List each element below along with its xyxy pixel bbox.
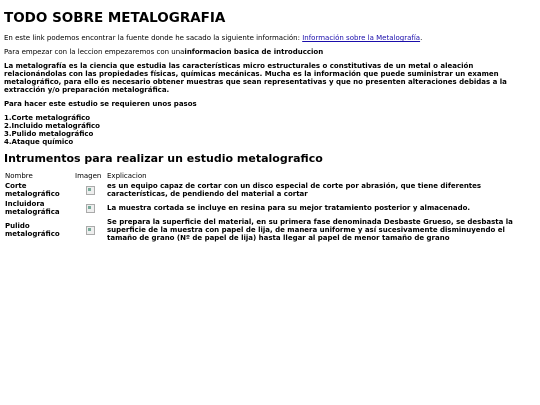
row-name: Corte metalográfico: [5, 182, 60, 198]
broken-image-icon: [86, 226, 95, 235]
table-row: [4, 199, 536, 217]
row-name: Pulido metalográfico: [5, 222, 60, 238]
header-explicacion: Explicacion: [107, 172, 147, 180]
intro-paragraph: [4, 34, 536, 42]
header-nombre: Nombre: [5, 172, 33, 180]
steps-intro: Para hacer este estudio se requieren unos pasos: [4, 100, 197, 108]
row-name: Incluidora metalográfica: [5, 200, 60, 216]
intro-text: En este link podemos encontrar la fuente donde he sacado la siguiente información:: [4, 34, 303, 42]
broken-image-icon: [86, 204, 95, 213]
row-description: es un equipo capaz de cortar con un disco especial de corte por abrasión, que tiene diferentes características, de pendiendo del material a cortar: [107, 182, 482, 198]
start-paragraph: [4, 48, 536, 56]
header-imagen: Imagen: [75, 172, 102, 180]
start-text: Para empezar con la leccion empezaremos con una: [4, 48, 185, 56]
definition-paragraph: La metalografía es la ciencia que estudia las características micro estructurales o constitutivas de un metal o aleación relacionándolas con las propiedades físicas, químicas mecánicas. Mucha es la información que puede suministrar un examen metalográfico, para ello es necesario obtener muestras que sean representativas y que no presenten alteraciones debidas a la extracción y/o preparación metalográfica.: [4, 62, 507, 94]
step-item: 3.Pulido metalográfico: [4, 130, 94, 138]
page-title: TODO SOBRE METALOGRAFIA: [4, 10, 226, 26]
row-description: Se prepara la superficie del material, en su primera fase denominada Desbaste Grueso, se desbasta la superficie de la muestra con papel de lija, de manera uniforme y así sucesivamente disminuyendo el tamaño de grano (Nº de papel de lija) hasta llegar al papel de menor tamaño de grano: [107, 218, 513, 242]
step-item: 1.Corte metalográfico: [4, 114, 91, 122]
instruments-table: [4, 172, 536, 243]
table-row: [4, 181, 536, 199]
start-bold-text: informacion basica de introduccion: [184, 48, 324, 56]
table-row: [4, 217, 536, 243]
intro-suffix: .: [420, 34, 423, 42]
broken-image-icon: [86, 186, 95, 195]
step-item: 4.Ataque químico: [4, 138, 74, 146]
section-subtitle: Intrumentos para realizar un estudio metalografico: [4, 152, 323, 165]
table-header-row: [4, 172, 536, 181]
row-description: La muestra cortada se incluye en resina para su mejor tratamiento posterior y almacenado.: [107, 204, 471, 212]
source-link[interactable]: Información sobre la Metalografía: [302, 34, 421, 42]
steps-list: [4, 114, 536, 146]
step-item: 2.Incluido metalográfico: [4, 122, 100, 130]
